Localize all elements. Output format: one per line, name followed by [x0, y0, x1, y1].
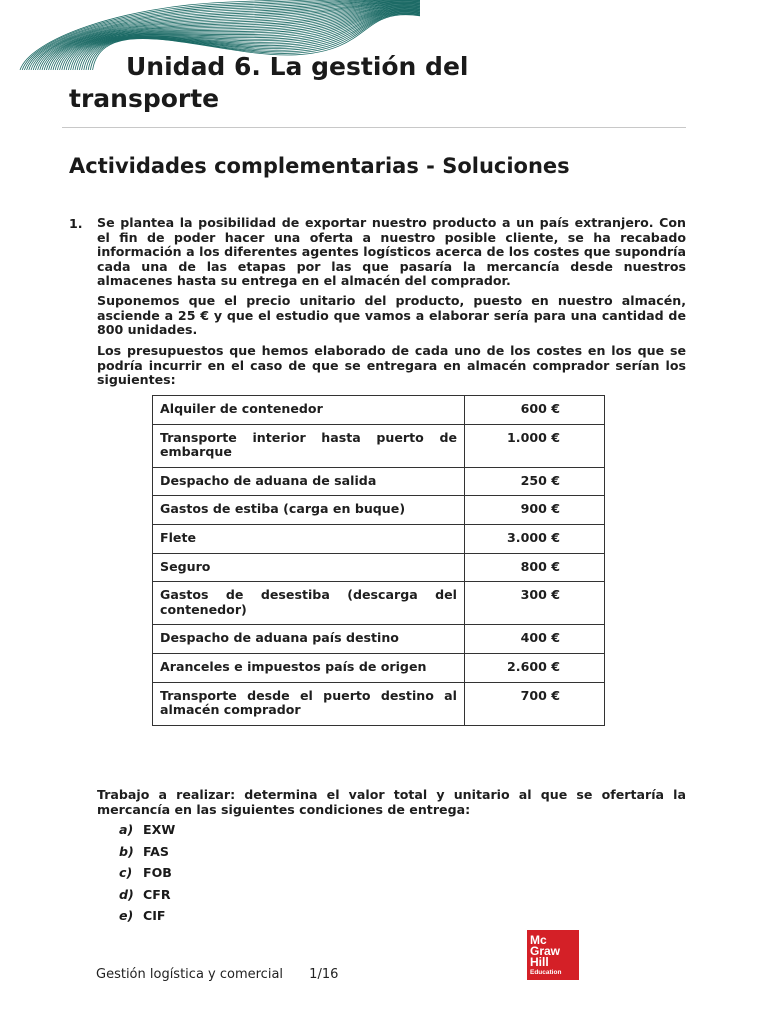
cost-value: 600 €	[465, 396, 605, 425]
option-item	[119, 844, 175, 866]
cost-value: 400 €	[465, 625, 605, 654]
cost-row	[153, 524, 605, 553]
exercise-paragraph-1: Se plantea la posibilidad de exportar nuestro producto a un país extranjero. Con el fin de poder hacer una oferta a nuestro posible cliente, se ha recabado información a los diferentes agentes logísticos acerca de los costes que supondría cada una de las etapas por las que pasaría la mercancía desde nuestros almacenes hasta su entrega en el almacén del comprador.	[97, 215, 686, 289]
option-text: CIF	[143, 908, 166, 924]
footer-page-number: 1/16	[309, 967, 339, 982]
title-divider	[62, 127, 686, 128]
cost-value: 800 €	[465, 553, 605, 582]
option-text: FAS	[143, 843, 169, 859]
cost-concept: Gastos de desestiba (descarga del contenedor)	[153, 582, 465, 625]
cost-table	[152, 395, 605, 726]
cost-concept: Despacho de aduana país destino	[153, 625, 465, 654]
option-letter: d)	[119, 886, 134, 902]
option-text: EXW	[143, 822, 176, 837]
cost-concept: Transporte interior hasta puerto de embarque	[153, 424, 465, 467]
cost-value: 2.600 €	[465, 653, 605, 682]
cost-value: 250 €	[465, 467, 605, 496]
cost-row	[153, 553, 605, 582]
options-list	[119, 822, 175, 930]
cost-value: 1.000 €	[465, 424, 605, 467]
cost-concept: Seguro	[153, 553, 465, 582]
cost-value: 900 €	[465, 496, 605, 525]
option-letter: c)	[119, 865, 133, 881]
cost-concept: Flete	[153, 524, 465, 553]
cost-row	[153, 582, 605, 625]
cost-concept: Alquiler de contenedor	[153, 396, 465, 425]
page-footer	[96, 967, 338, 982]
cost-row	[153, 467, 605, 496]
option-letter: b)	[119, 843, 134, 859]
cost-value: 300 €	[465, 582, 605, 625]
cost-concept: Transporte desde el puerto destino al almacén comprador	[153, 682, 465, 725]
cost-value: 3.000 €	[465, 524, 605, 553]
cost-concept: Aranceles e impuestos país de origen	[153, 653, 465, 682]
option-item	[119, 822, 175, 844]
option-letter: e)	[119, 908, 134, 924]
exercise-paragraph-3: Los presupuestos que hemos elaborado de cada uno de los costes en los que se podría incurrir en el caso de que se entregara en almacén comprador serían los siguientes:	[97, 343, 686, 388]
cost-row	[153, 424, 605, 467]
cost-value: 700 €	[465, 682, 605, 725]
task-paragraph: Trabajo a realizar: determina el valor total y unitario al que se ofertaría la mercancía en las siguientes condiciones de entrega:	[97, 787, 686, 817]
cost-row	[153, 653, 605, 682]
cost-row	[153, 396, 605, 425]
section-subtitle: Actividades complementarias - Soluciones	[69, 154, 570, 178]
option-letter: a)	[119, 822, 134, 837]
footer-course: Gestión logística y comercial	[96, 967, 284, 982]
option-text: FOB	[143, 865, 172, 881]
exercise-number: 1.	[69, 216, 83, 231]
cost-row	[153, 682, 605, 725]
option-item	[119, 865, 175, 887]
page-title: Unidad 6. La gestión del transporte	[69, 52, 469, 113]
option-text: CFR	[143, 886, 171, 902]
cost-row	[153, 625, 605, 654]
exercise-paragraph-2: Suponemos que el precio unitario del producto, puesto en nuestro almacén, asciende a 25 € y que el estudio que vamos a elaborar sería para una cantidad de 800 unidades.	[97, 293, 686, 338]
mcgraw-hill-logo: Mc Graw Hill Education	[527, 930, 579, 980]
cost-concept: Despacho de aduana de salida	[153, 467, 465, 496]
cost-row	[153, 496, 605, 525]
option-item	[119, 887, 175, 909]
cost-concept: Gastos de estiba (carga en buque)	[153, 496, 465, 525]
option-item	[119, 908, 175, 930]
